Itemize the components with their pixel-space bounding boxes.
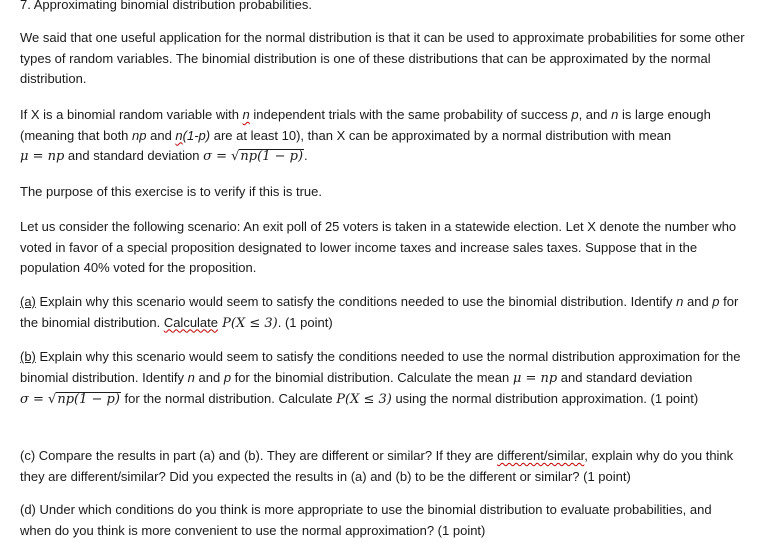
probability-expression: P(X ≤ 3): [336, 392, 392, 407]
mean-formula: μ = np: [20, 149, 65, 164]
sd-formula: σ =: [20, 392, 49, 407]
question-a: (a) Explain why this scenario would seem to satisfy the conditions needed to use the binomial distribution. Identify n and p for the binomial distribution. Calculate P(X ≤ 3). (1 point): [20, 294, 739, 331]
question-a-label: (a): [20, 294, 36, 309]
sqrt-radicand: np(1 − p): [240, 149, 304, 164]
question-c: (c) Compare the results in part (a) and (b). They are different or similar? If they are different/similar, explain why do you think they are different/similar? Did you expected the results in (a) and (b) to be the different or similar? (1 point): [20, 448, 734, 484]
purpose-paragraph: The purpose of this exercise is to verify if this is true.: [20, 184, 323, 199]
intro-paragraph: We said that one useful application for the normal distribution is that it can be used to approximate probabilities for some other types of random variables. The binomial distribution is one of these distributions that can be approximated by the normal distribution.: [20, 30, 745, 86]
definition-paragraph: If X is a binomial random variable with n independent trials with the same probability of success p, and n is large enough (meaning that both np and n(1-p) are at least 10), than X can be approximated by a normal distribution with mean μ = np and standard deviation σ = √np(1 − p).: [20, 107, 711, 164]
question-title: 7. Approximating binomial distribution probabilities.: [20, 0, 312, 12]
scenario-paragraph: Let us consider the following scenario: An exit poll of 25 voters is taken in a statewide election. Let X denote the number who voted in favor of a special proposition designated to lower income taxes and increase sales taxes. Suppose that in the population 40% voted for the proposition.: [20, 219, 737, 275]
var-n: n: [242, 107, 250, 122]
sqrt-radicand: np(1 − p): [57, 392, 120, 407]
question-b-label: (b): [20, 349, 36, 364]
question-d: (d) Under which conditions do you think is more appropriate to use the binomial distribution to evaluate probabilities, and when do you think is more convenient to use the normal approximation? (1 point): [20, 502, 712, 538]
sd-formula: σ =: [203, 149, 232, 164]
question-b: (b) Explain why this scenario would seem to satisfy the conditions needed to use the normal distribution approximation for the binomial distribution. Identify n and p for the binomial distribution. Calculate the mean μ = np and standard deviation σ = √np(1 − p) for the normal distribution. Calculate P(X ≤ 3) using the normal distribution approximation. (1 point): [20, 349, 741, 407]
var-p: p: [571, 107, 579, 122]
probability-expression: P(X ≤ 3): [218, 315, 278, 331]
mean-formula: μ = np: [512, 370, 558, 386]
